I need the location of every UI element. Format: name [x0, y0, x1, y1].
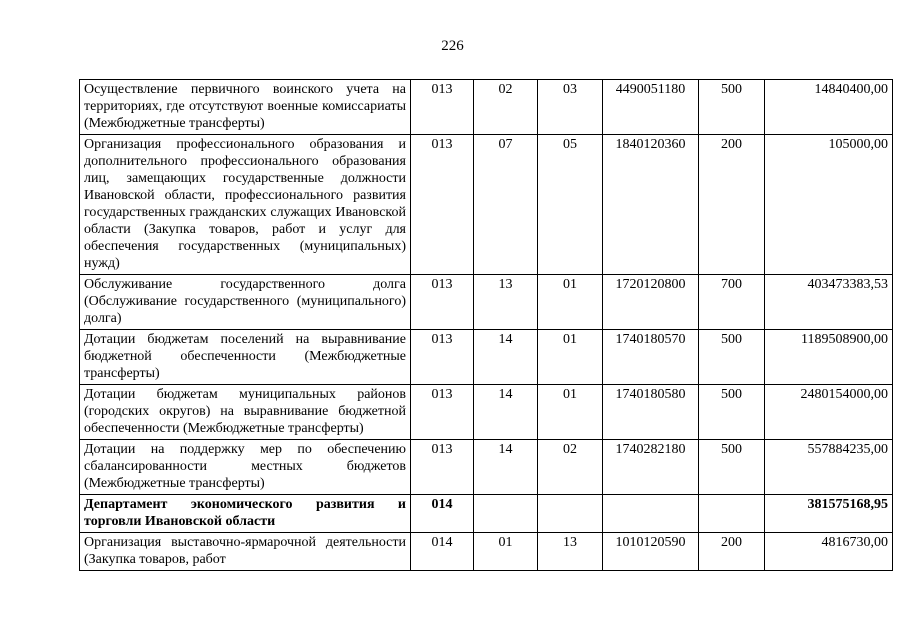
table-row	[80, 330, 893, 385]
amount: 105000,00	[765, 135, 893, 275]
section-code: 14	[474, 330, 538, 385]
row-name: Осуществление первичного воинского учета на территориях, где отсутствуют военные комиссариаты (Межбюджетные трансферты)	[80, 80, 411, 135]
amount: 4816730,00	[765, 533, 893, 571]
target-code	[603, 495, 699, 533]
expense-type-code: 500	[699, 440, 765, 495]
table-row	[80, 135, 893, 275]
subsection-code: 02	[538, 440, 603, 495]
row-name: Дотации на поддержку мер по обеспечению сбалансированности местных бюджетов (Межбюджетные трансферты)	[80, 440, 411, 495]
expense-type-code: 500	[699, 80, 765, 135]
row-name: Организация выставочно-ярмарочной деятельности (Закупка товаров, работ	[80, 533, 411, 571]
expense-type-code: 200	[699, 533, 765, 571]
table-row	[80, 440, 893, 495]
ministry-code: 014	[411, 495, 474, 533]
subsection-code: 05	[538, 135, 603, 275]
ministry-code: 014	[411, 533, 474, 571]
subsection-code	[538, 495, 603, 533]
table-row	[80, 275, 893, 330]
row-name: Дотации бюджетам муниципальных районов (городских округов) на выравнивание бюджетной обеспеченности (Межбюджетные трансферты)	[80, 385, 411, 440]
subsection-code: 01	[538, 275, 603, 330]
subsection-code: 01	[538, 330, 603, 385]
section-code: 01	[474, 533, 538, 571]
page-number: 226	[441, 38, 464, 54]
target-code: 1840120360	[603, 135, 699, 275]
row-name: Дотации бюджетам поселений на выравнивание бюджетной обеспеченности (Межбюджетные трансферты)	[80, 330, 411, 385]
expense-type-code: 200	[699, 135, 765, 275]
department-total: 381575168,95	[765, 495, 893, 533]
target-code: 1740282180	[603, 440, 699, 495]
ministry-code: 013	[411, 80, 474, 135]
section-code: 13	[474, 275, 538, 330]
row-name: Организация профессионального образования и дополнительного профессионального образования лиц, замещающих государственные должности Ивановской области, профессионального развития государственных гражданских служащих Ивановской области (Закупка товаров, работ и услуг для обеспечения государственных (муниципальных) нужд)	[80, 135, 411, 275]
ministry-code: 013	[411, 385, 474, 440]
section-code: 07	[474, 135, 538, 275]
section-code: 14	[474, 385, 538, 440]
subsection-code: 13	[538, 533, 603, 571]
amount: 1189508900,00	[765, 330, 893, 385]
expense-type-code	[699, 495, 765, 533]
table-row	[80, 385, 893, 440]
table-row	[80, 80, 893, 135]
budget-table	[79, 79, 893, 571]
target-code: 4490051180	[603, 80, 699, 135]
expense-type-code: 700	[699, 275, 765, 330]
target-code: 1010120590	[603, 533, 699, 571]
table-row-department	[80, 495, 893, 533]
ministry-code: 013	[411, 275, 474, 330]
section-code	[474, 495, 538, 533]
subsection-code: 03	[538, 80, 603, 135]
ministry-code: 013	[411, 440, 474, 495]
department-name: Департамент экономического развития и торговли Ивановской области	[80, 495, 411, 533]
amount: 14840400,00	[765, 80, 893, 135]
row-name: Обслуживание государственного долга (Обслуживание государственного (муниципального) долга)	[80, 275, 411, 330]
expense-type-code: 500	[699, 385, 765, 440]
subsection-code: 01	[538, 385, 603, 440]
amount: 403473383,53	[765, 275, 893, 330]
amount: 557884235,00	[765, 440, 893, 495]
table-row	[80, 533, 893, 571]
ministry-code: 013	[411, 330, 474, 385]
section-code: 14	[474, 440, 538, 495]
amount: 2480154000,00	[765, 385, 893, 440]
expense-type-code: 500	[699, 330, 765, 385]
target-code: 1740180580	[603, 385, 699, 440]
target-code: 1740180570	[603, 330, 699, 385]
section-code: 02	[474, 80, 538, 135]
ministry-code: 013	[411, 135, 474, 275]
target-code: 1720120800	[603, 275, 699, 330]
